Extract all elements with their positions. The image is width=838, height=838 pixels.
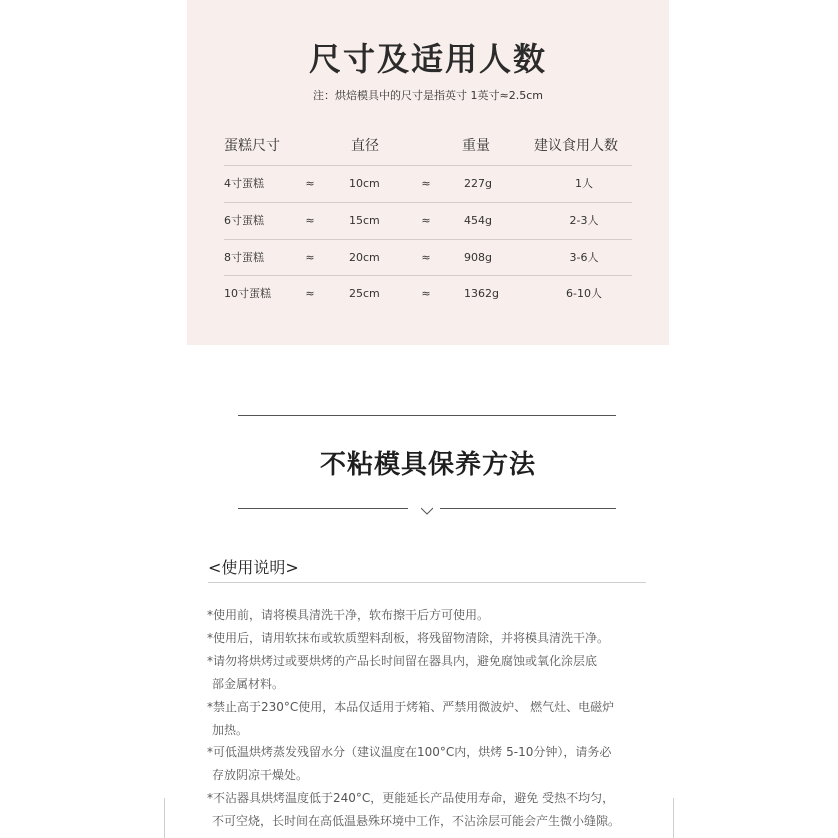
cell-approx: ≈ [305,251,315,264]
table-row [224,275,632,312]
usage-note: *不沾器具烘烤温度低于240°C，更能延长产品使用寿命，避免 受热不均匀， [207,791,615,805]
cell-diameter: 25cm [349,287,380,300]
care-section-title: 不粘模具保养方法 [319,450,536,480]
usage-note-continued: 存放阴凉干燥处。 [212,768,309,782]
cell-approx: ≈ [305,214,315,227]
size-note: 注：烘焙模具中的尺寸是指英寸 1英寸≈2.5cm [313,89,543,102]
cell-weight: 908g [464,251,492,264]
usage-note-continued: 部金属材料。 [212,677,285,691]
cell-approx: ≈ [421,214,431,227]
cell-diameter: 20cm [349,251,380,264]
header-diameter: 直径 [351,138,379,154]
cell-approx: ≈ [421,287,431,300]
usage-note: *可低温烘烤蒸发残留水分（建议温度在100°C内，烘烤 5-10分钟），请务必 [207,745,612,759]
cell-approx: ≈ [421,251,431,264]
usage-note: *使用后，请用软抹布或软质塑料刮板，将残留物清除，并将模具清洗干净。 [207,631,610,645]
cell-size: 8寸蛋糕 [224,251,264,264]
table-header [224,128,632,165]
table-row [224,165,632,202]
usage-note-continued: 加热。 [212,723,249,737]
bottom-divider-right [440,508,616,509]
cell-size: 4寸蛋糕 [224,177,264,190]
usage-note: *使用前，请将模具清洗干净，软布擦干后方可使用。 [207,608,490,622]
frame-edge-left [164,798,165,838]
usage-note: *禁止高于230°C使用，本品仅适用于烤箱、严禁用微波炉、 燃气灶、电磁炉 [207,700,615,714]
cell-size: 6寸蛋糕 [224,214,264,227]
cell-approx: ≈ [421,177,431,190]
cell-weight: 227g [464,177,492,190]
cell-people: 6-10人 [566,287,602,300]
header-people: 建议食用人数 [534,138,618,154]
cell-people: 2-3人 [569,214,599,227]
cell-weight: 454g [464,214,492,227]
header-cake-size: 蛋糕尺寸 [224,138,280,154]
cell-diameter: 15cm [349,214,380,227]
cell-people: 1人 [575,177,593,190]
cell-people: 3-6人 [569,251,599,264]
usage-note: *请勿将烘烤过或要烘烤的产品长时间留在器具内，避免腐蚀或氧化涂层底 [207,654,598,668]
bottom-divider-left [238,508,408,509]
top-divider [238,415,616,416]
cell-weight: 1362g [464,287,499,300]
table-row [224,239,632,276]
cell-approx: ≈ [305,177,315,190]
usage-rule [208,582,646,583]
frame-edge-right [673,798,674,838]
cell-diameter: 10cm [349,177,380,190]
cell-approx: ≈ [305,287,315,300]
usage-heading: <使用说明> [208,558,299,577]
table-row [224,202,632,239]
cell-size: 10寸蛋糕 [224,287,271,300]
header-weight: 重量 [462,138,490,154]
usage-note-continued: 不可空烧，长时间在高低温悬殊环境中工作，不沾涂层可能会产生微小缝隙。 [212,814,621,828]
size-section-title: 尺寸及适用人数 [308,40,547,78]
chevron-down-icon [421,506,433,518]
